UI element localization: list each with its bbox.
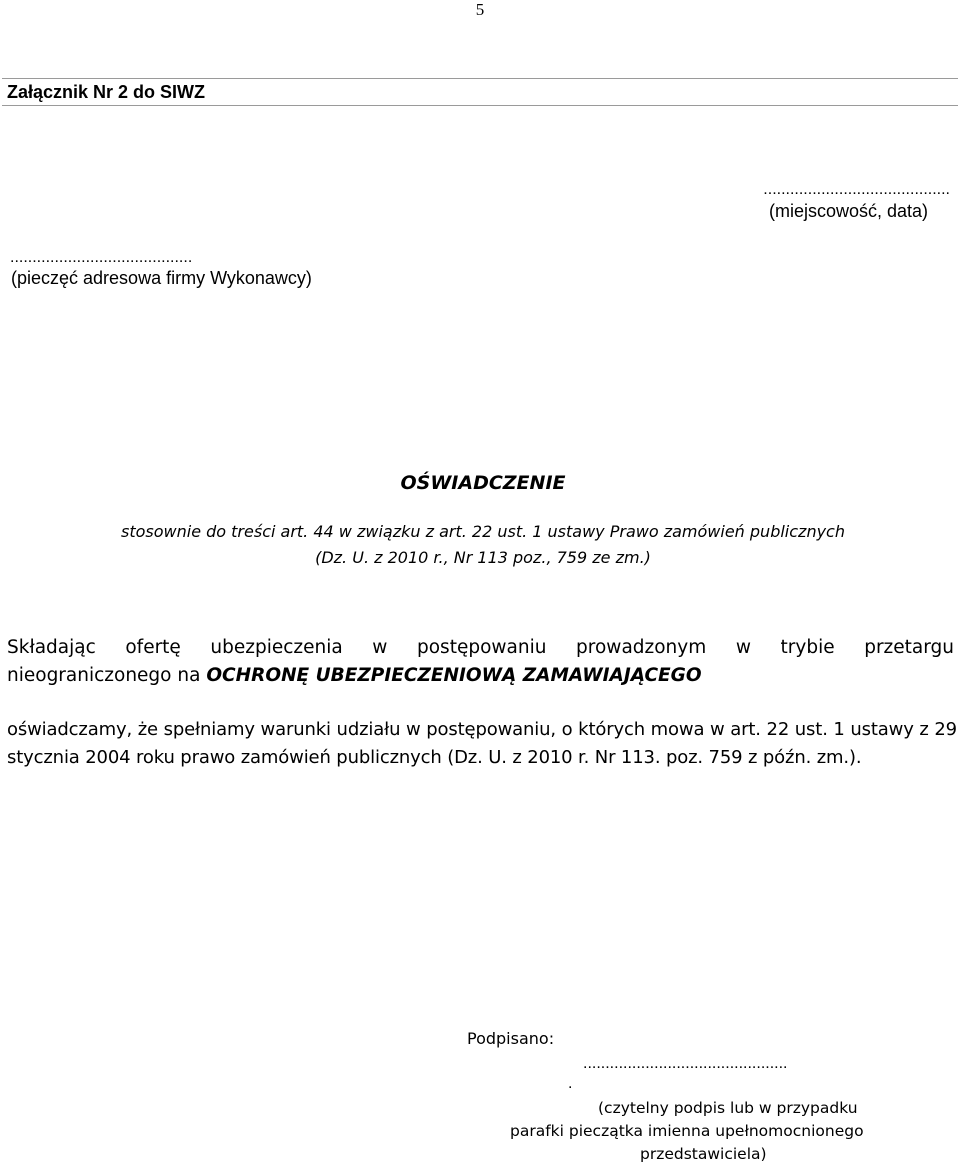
signature-dot: . [568,1075,573,1092]
signed-label: Podpisano: [467,1029,555,1048]
offer-word: trybie [780,637,835,658]
annex-title: Załącznik Nr 2 do SIWZ [7,82,206,102]
place-date-dots: .......................................... [763,181,950,198]
signature-note-line-1: (czytelny podpis lub w przypadku [598,1099,858,1117]
offer-line2-prefix: nieograniczonego na [7,665,207,686]
place-date-label: (miejscowość, data) [768,201,928,221]
offer-word: ubezpieczenia [210,637,343,658]
offer-word: prowadzonym [576,637,707,658]
page-number: 5 [475,0,485,19]
offer-word: Składając [7,637,96,658]
legal-basis-line-1: stosownie do treści art. 44 w związku z art. 22 ust. 1 ustawy Prawo zamówień publicznych [121,522,845,541]
offer-word: postępowaniu [417,637,547,658]
signature-dots: .............................................. [583,1055,788,1072]
offer-subject-emphasis: OCHRONĘ UBEZPIECZENIOWĄ ZAMAWIAJĄCEGO [206,665,702,686]
signature-note-line-3: przedstawiciela) [640,1145,767,1163]
offer-word: przetargu [864,637,954,658]
offer-word: ofertę [125,637,181,658]
signature-note [510,1097,910,1166]
declaration-paragraph: oświadczamy, że spełniamy warunki udziału w postępowaniu, o których mowa w art. 22 ust. 1 ustawy z 29 stycznia 2004 roku prawo zamówień publicznych (Dz. U. z 2010 r. Nr 113. poz. 759 z późn. zm.). [7,719,957,768]
declaration-title: OŚWIADCZENIE [400,472,566,494]
declaration-legal-basis [0,519,960,571]
offer-paragraph [7,634,954,690]
company-stamp-dots: ......................................... [10,249,193,266]
offer-paragraph-line-2 [7,662,954,690]
signature-note-line-2: parafki pieczątka imienna upełnomocnionego [510,1122,864,1140]
legal-basis-line-2: (Dz. U. z 2010 r., Nr 113 poz., 759 ze zm.) [315,548,651,567]
offer-paragraph-line-1 [7,634,954,662]
offer-word: w [372,637,388,658]
company-stamp-label: (pieczęć adresowa firmy Wykonawcy) [11,268,312,288]
offer-word: w [735,637,751,658]
